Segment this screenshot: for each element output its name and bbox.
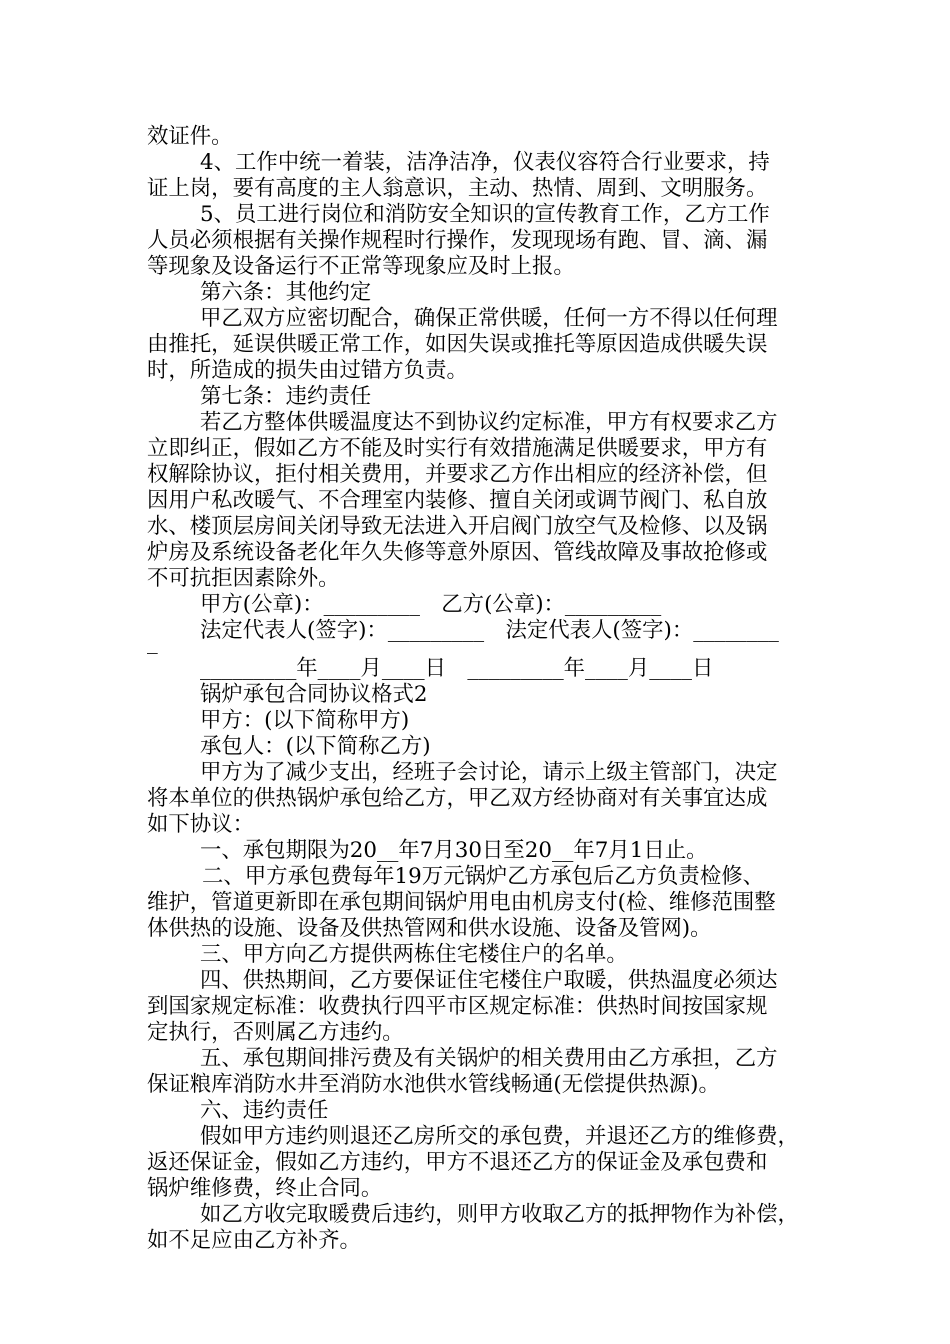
- text-line: 5、员工进行岗位和消防安全知识的宣传教育工作，乙方工作: [200, 202, 770, 227]
- text-line: 将本单位的供热锅炉承包给乙方，甲乙双方经协商对有关事宜达成: [147, 786, 768, 811]
- text-line: 如下协议：: [147, 812, 254, 837]
- text-line: 由推托，延误供暖正常工作，如因失误或推托等原因造成供暖失误: [147, 332, 768, 357]
- text-line: 不可抗拒因素除外。: [147, 566, 340, 591]
- clause-line: 四、供热期间，乙方要保证住宅楼住户取暖，供热温度必须达: [200, 968, 778, 993]
- text-line: 时，所造成的损失由过错方负责。: [147, 358, 468, 383]
- text-line: 锅炉维修费，终止合同。: [147, 1176, 383, 1201]
- text-line: 权解除协议，拒付相关费用，并要求乙方作出相应的经济补偿，但: [147, 462, 768, 487]
- text-line: 人员必须根据有关操作规程时行操作，发现现场有跑、冒、滴、漏: [147, 228, 768, 253]
- underscore-line: _: [147, 630, 158, 655]
- text-line: 如乙方收完取暖费后违约，则甲方收取乙方的抵押物作为补偿，: [200, 1202, 799, 1227]
- clause-line: 一、承包期限为20__年7月30日至20__年7月1日止。: [200, 838, 708, 863]
- text-line: 因用户私改暖气、不合理室内装修、擅自关闭或调节阀门、私自放: [147, 488, 768, 513]
- text-line: 维护，管道更新即在承包期间锅炉用电由机房支付(检、维修范围整: [147, 890, 776, 915]
- clause-line: 三、甲方向乙方提供两栋住宅楼住户的名单。: [200, 942, 628, 967]
- text-line: 到国家规定标准：收费执行四平市区规定标准：供热时间按国家规: [147, 994, 768, 1019]
- text-line: 效证件。: [147, 124, 233, 149]
- section-heading: 第七条：违约责任: [200, 384, 372, 409]
- clause-line: 二、甲方承包费每年19万元锅炉乙方承包后乙方负责检修、: [202, 864, 764, 889]
- text-line: 甲方为了减少支出，经班子会讨论，请示上级主管部门，决定: [200, 760, 778, 785]
- text-line: 定执行，否则属乙方违约。: [147, 1020, 404, 1045]
- section-heading: 六、违约责任: [200, 1098, 329, 1123]
- clause-line: 五、承包期间排污费及有关锅炉的相关费用由乙方承担，乙方: [200, 1046, 778, 1071]
- text-line: 假如甲方违约则退还乙房所交的承包费，并退还乙方的维修费，: [200, 1124, 799, 1149]
- text-line: 水、楼顶层房间关闭导致无法进入开启阀门放空气及检修、以及锅: [147, 514, 768, 539]
- section-heading: 第六条：其他约定: [200, 280, 372, 305]
- text-line: 证上岗，要有高度的主人翁意识，主动、热情、周到、文明服务。: [147, 176, 768, 201]
- seal-line: 甲方(公章)：_________ 乙方(公章)：_________: [200, 592, 662, 617]
- signature-line: 法定代表人(签字)：_________ 法定代表人(签字)：________: [200, 618, 779, 643]
- text-line: 炉房及系统设备老化年久失修等意外原因、管线故障及事故抢修或: [147, 540, 768, 565]
- text-line: 甲乙双方应密切配合，确保正常供暖，任何一方不得以任何理: [200, 306, 778, 331]
- party-a-line: 甲方：(以下简称甲方): [200, 708, 410, 733]
- text-line: 返还保证金，假如乙方违约，甲方不退还乙方的保证金及承包费和: [147, 1150, 768, 1175]
- text-line: 如不足应由乙方补齐。: [147, 1228, 361, 1253]
- text-line: 体供热的设施、设备及供热管网和供水设施、设备及管网)。: [147, 916, 712, 941]
- text-line: 4、工作中统一着装，洁净洁净，仪表仪容符合行业要求，持: [200, 150, 770, 175]
- date-line: _________年____月____日 _________年____月____日: [200, 656, 714, 681]
- party-b-line: 承包人：(以下简称乙方): [200, 734, 431, 759]
- text-line: 立即纠正，假如乙方不能及时实行有效措施满足供暖要求，甲方有: [147, 436, 768, 461]
- text-line: 保证粮库消防水井至消防水池供水管线畅通(无偿提供热源)。: [147, 1072, 720, 1097]
- text-line: 若乙方整体供暖温度达不到协议约定标准，甲方有权要求乙方: [200, 410, 778, 435]
- text-line: 等现象及设备运行不正常等现象应及时上报。: [147, 254, 575, 279]
- document-title: 锅炉承包合同协议格式2: [200, 682, 428, 707]
